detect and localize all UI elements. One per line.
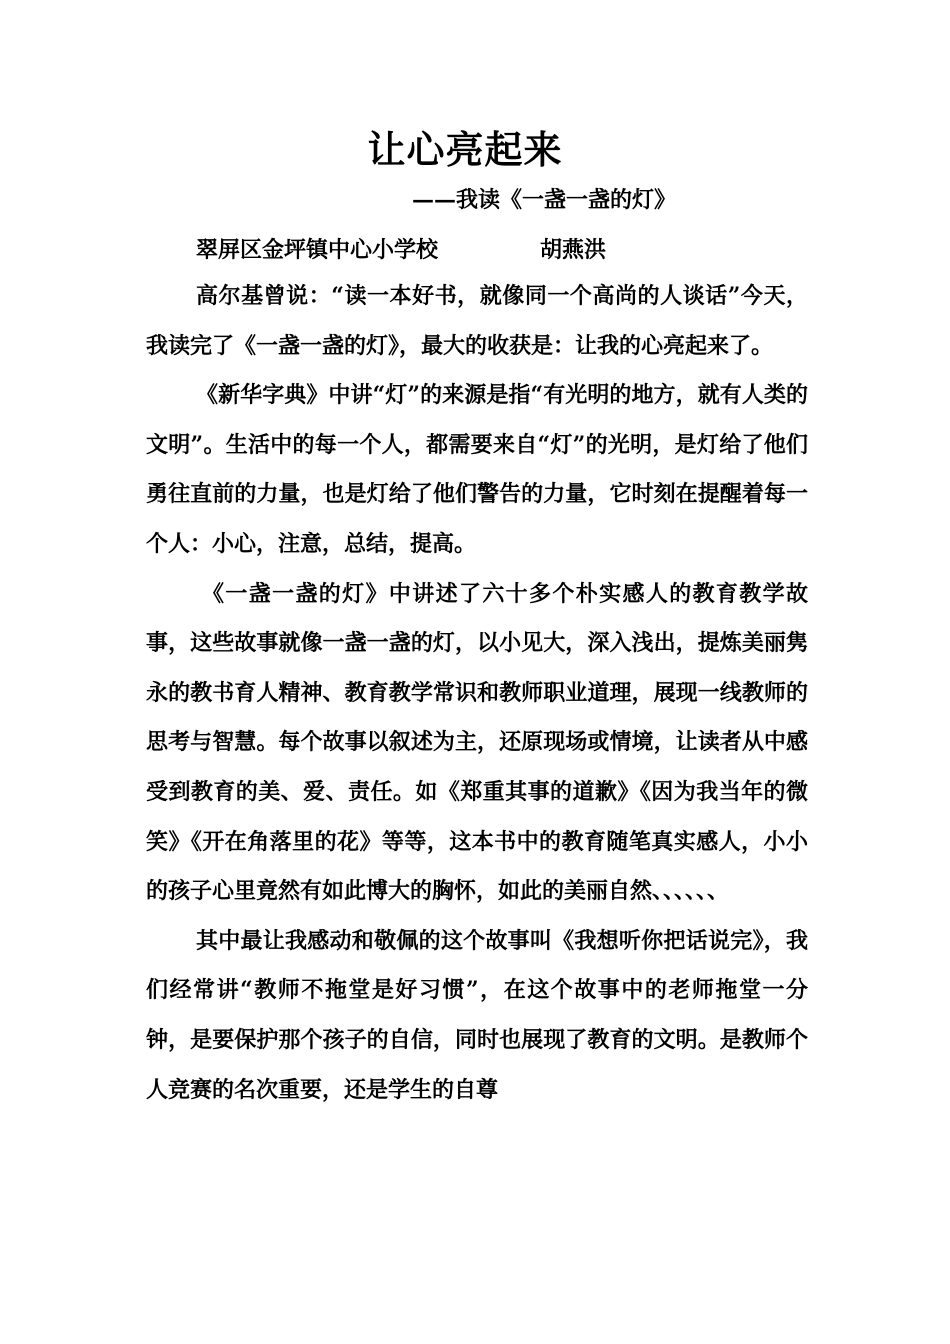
paragraph: 其中最让我感动和敬佩的这个故事叫《我想听你把话说完》，我们经常讲“教师不拖堂是好习惯”，在这个故事中的老师拖堂一分钟，是要保护那个孩子的自信，同时也展现了教育的文明。是教师个人竞赛的名次重要，还是学生的自尊	[146, 927, 808, 1103]
document-title: 让心亮起来	[367, 127, 563, 172]
paragraph: 《一盏一盏的灯》中讲述了六十多个朴实感人的教育教学故事，这些故事就像一盏一盏的灯，以小见大，深入浅出，提炼美丽隽永的教书育人精神、教育教学常识和教师职业道理，展现一线教师的思考与智慧。每个故事以叙述为主，还原现场或情境，让读者从中感受到教育的美、爱、责任。如《郑重其事的道歉》《因为我当年的微笑》《开在角落里的花》等等，这本书中的教育随笔真实感人，小小的孩子心里竟然有如此博大的胸怀，如此的美丽自然、、、、、、	[146, 580, 808, 905]
author-school: 翠屏区金坪镇中心小学校	[196, 237, 439, 263]
paragraph: 《新华字典》中讲“灯”的来源是指“有光明的地方，就有人类的文明”。生活中的每一个人，都需要来自“灯”的光明，是灯给了他们勇往直前的力量，也是灯给了他们警告的力量，它时刻在提醒着每一个人：小心，注意，总结，提高。	[146, 382, 808, 557]
author-name: 胡燕洪	[540, 237, 607, 263]
document-subtitle: ——我读《一盏一盏的灯》	[412, 187, 677, 213]
paragraph: 高尔基曾说：“读一本好书，就像同一个高尚的人谈话”今天，我读完了《一盏一盏的灯》，最大的收获是：让我的心亮起来了。	[146, 283, 808, 359]
author-line	[196, 228, 606, 272]
body-text	[146, 272, 808, 1115]
